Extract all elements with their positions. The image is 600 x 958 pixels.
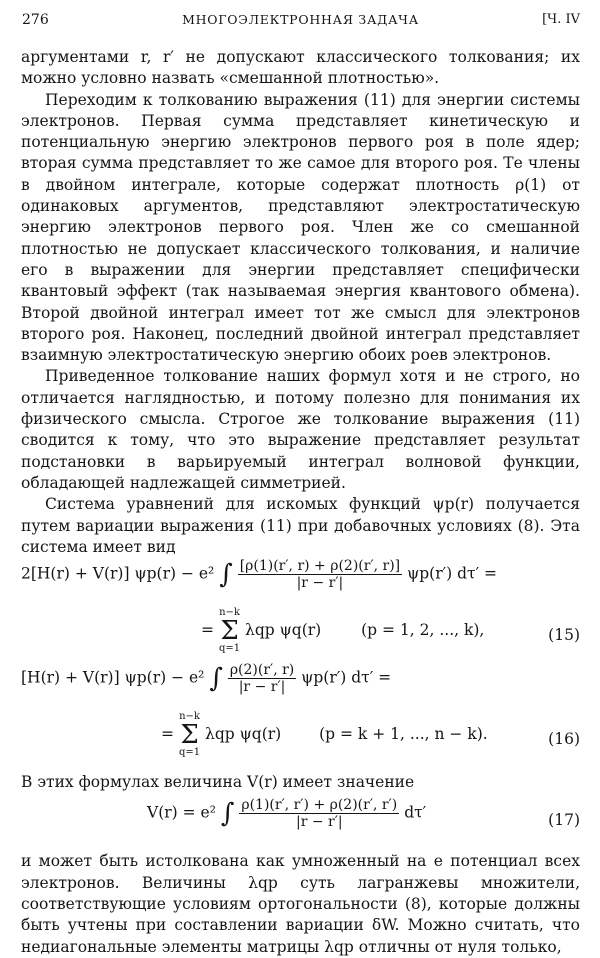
equation-17-suffix: dτ′ bbox=[404, 803, 427, 822]
equation-15-number: (15) bbox=[548, 626, 580, 645]
equation-15-prefix: 2[H(r) + V(r)] ψp(r) − e² bbox=[21, 564, 215, 583]
equation-15-suffix: ψp(r′) dτ′ = bbox=[407, 564, 498, 583]
sum-lower-limit: q=1 bbox=[178, 747, 201, 759]
equation-16-numerator: ρ(2)(r′, r) bbox=[229, 662, 295, 679]
equation-16-fraction bbox=[228, 662, 296, 695]
equation-15-rhs bbox=[201, 608, 484, 654]
sum-lower-limit: q=1 bbox=[218, 643, 241, 655]
integral-sign: ∫ bbox=[209, 663, 223, 694]
sigma-icon: Σ bbox=[220, 616, 239, 647]
equation-16-suffix: ψp(r′) dτ′ = bbox=[301, 668, 392, 687]
equation-16 bbox=[21, 662, 580, 768]
equation-16-number: (16) bbox=[548, 730, 580, 749]
equation-15-sum-term: λqp ψq(r) bbox=[245, 621, 322, 640]
equation-17-numerator: ρ(1)(r′, r′) + ρ(2)(r′, r′) bbox=[241, 797, 398, 814]
equation-17 bbox=[21, 793, 580, 851]
sum-upper-limit: n−k bbox=[179, 711, 200, 723]
equation-17-fraction bbox=[239, 797, 399, 830]
equation-15-numerator: [ρ(1)(r′, r) + ρ(2)(r′, r)] bbox=[239, 558, 401, 575]
integral-sign: ∫ bbox=[219, 559, 233, 590]
equation-16-rhs-eq: = bbox=[161, 725, 174, 744]
paragraph-interpretation-note: Приведенное толкование наших формул хотя и не строго, но отличается наглядностью, и потому полезно для понимания их физического смысла. Строгое же толкование выражения (11) сводится к тому, что это выражение представляет результат подстановки в варьируемый интеграл волновой функции, обладающей надлежащей симметрией. bbox=[21, 367, 580, 492]
paragraph-continuation: аргументами r, r′ не допускают классического толкования; их можно условно назвать «смешанной плотностью». bbox=[21, 48, 580, 88]
paragraph-potential-explanation: и может быть истолкована как умноженный на e потенциал всех электронов. Величины λqp суть лагранжевы множители, соответствующие условиям ортогональности (8), которые должны быть учтены при составлении вариации δW. Можно считать, что недиагональные элементы матрицы λqp отличны от нуля только, bbox=[21, 852, 580, 956]
equation-15-denominator: |r − r′| bbox=[296, 575, 344, 592]
paragraph-energy-interpretation: Переходим к толкованию выражения (11) для энергии системы электронов. Первая сумма представляет кинетическую и потенциальную энергию электронов первого роя в поле ядер; вторая сумма представляет то же самое для второго роя. Те члены в двойном интеграле, которые содержат плотность ρ(1) от одинаковых аргументов, представляют электростатическую энергию электронов первого роя. Член же со смешанной плотностью не допускает классического толкования, и наличие его в выражении для энергии представляет специфически квантовый эффект (так называемая энергия квантового обмена). Второй двойной интеграл имеет тот же смысл для электронов второго роя. Наконец, последний двойной интеграл представляет взаимную электростатическую энергию обоих роев электронов. bbox=[21, 90, 580, 365]
sigma-icon: Σ bbox=[180, 720, 199, 751]
equation-15-fraction bbox=[238, 558, 402, 591]
equation-16-rhs bbox=[161, 712, 488, 758]
equation-17-lhs: V(r) = e² bbox=[147, 803, 216, 822]
equation-15-lhs bbox=[21, 558, 497, 591]
chapter-label: [Ч. IV bbox=[542, 12, 580, 27]
integral-sign: ∫ bbox=[220, 798, 235, 829]
equation-15 bbox=[21, 558, 580, 662]
summation-16 bbox=[179, 712, 200, 758]
sum-upper-limit: n−k bbox=[219, 607, 240, 619]
equation-17-denominator: |r − r′| bbox=[295, 814, 343, 831]
equation-16-denominator: |r − r′| bbox=[238, 679, 286, 696]
running-header bbox=[21, 10, 580, 30]
equation-16-lhs bbox=[21, 662, 391, 695]
paragraph-potential-intro: В этих формулах величина V(r) имеет значение bbox=[21, 773, 415, 792]
equation-16-prefix: [H(r) + V(r)] ψp(r) − e² bbox=[21, 668, 205, 687]
equation-17-number: (17) bbox=[548, 811, 580, 830]
paragraph-system-intro: Система уравнений для искомых функций ψp(r) получается путем вариации выражения (11) при добавочных условиях (8). Эта система имеет вид bbox=[21, 495, 580, 556]
equation-16-condition: (p = k + 1, ..., n − k). bbox=[319, 725, 488, 744]
equation-15-condition: (p = 1, 2, ..., k), bbox=[361, 621, 485, 640]
equation-17-body bbox=[147, 797, 426, 830]
equation-16-sum-term: λqp ψq(r) bbox=[205, 725, 282, 744]
equation-15-rhs-eq: = bbox=[201, 621, 214, 640]
running-title: МНОГОЭЛЕКТРОННАЯ ЗАДАЧА bbox=[182, 12, 419, 27]
page-number: 276 bbox=[22, 12, 49, 28]
summation-15 bbox=[219, 608, 240, 654]
